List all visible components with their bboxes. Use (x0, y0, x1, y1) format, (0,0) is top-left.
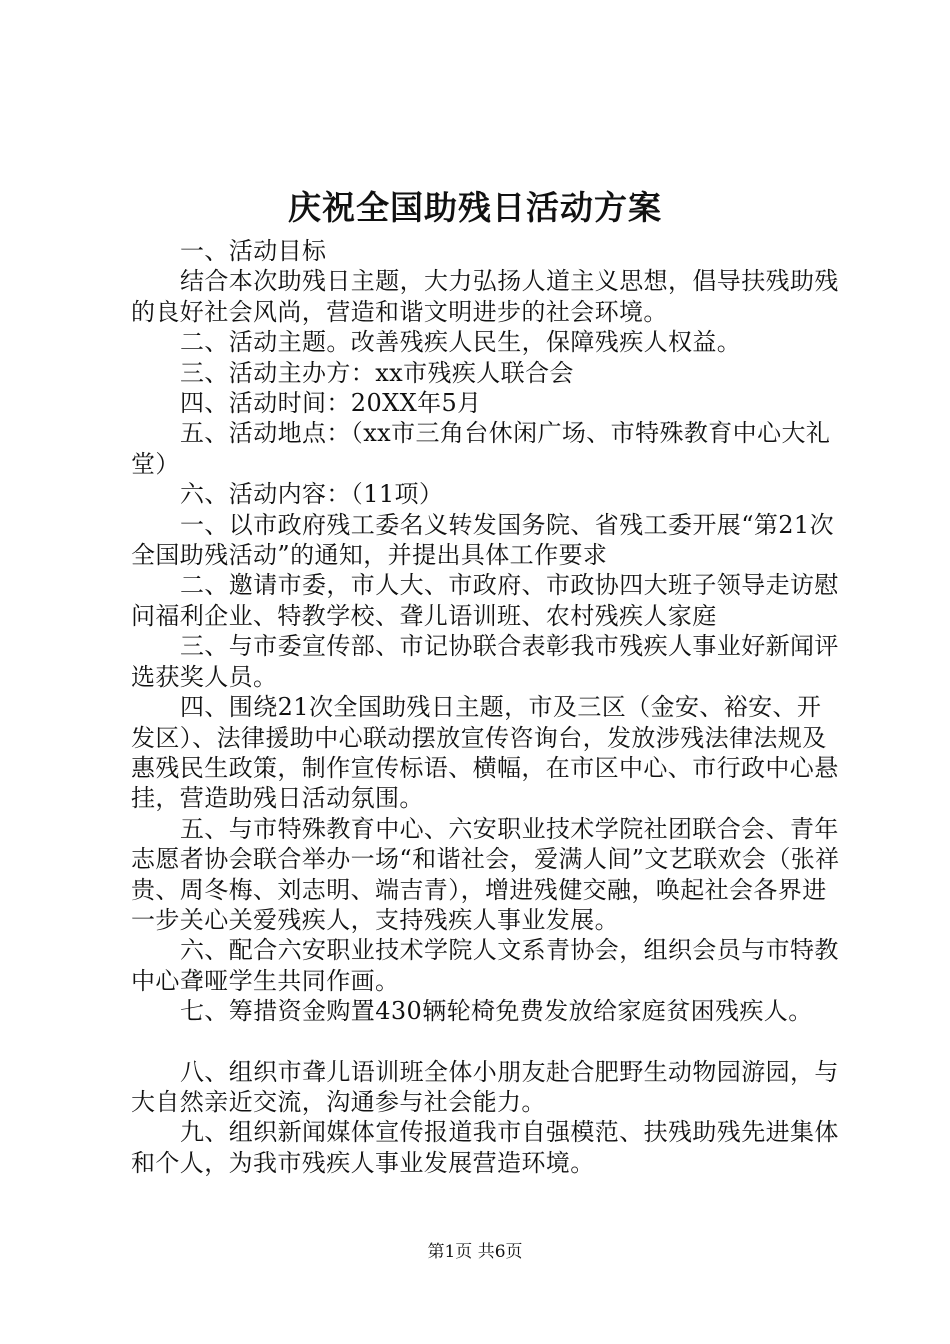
paragraph: 六、活动内容：（11项） (180, 480, 444, 509)
page-number-footer: 第1页 共6页 (427, 1242, 523, 1262)
paragraph: 一、活动目标 (180, 237, 327, 265)
paragraph: 五、活动地点：（xx市三角台休闲广场、市特殊教育中心大礼堂） (131, 419, 831, 478)
paragraph: 六、配合六安职业技术学院人文系青协会，组织会员与市特教中心聋哑学生共同作画。 (131, 936, 839, 995)
paragraph: 四、活动时间：20XX年5月 (180, 389, 482, 418)
paragraph: 三、活动主办方：xx市残疾人联合会 (180, 358, 574, 387)
document-body (131, 236, 843, 1178)
paragraph: 九、组织新闻媒体宣传报道我市自强模范、扶残助残先进集体和个人，为我市残疾人事业发展营造环境。 (131, 1118, 839, 1177)
paragraph: 五、与市特殊教育中心、六安职业技术学院社团联合会、青年志愿者协会联合举办一场“和谐社会，爱满人间”文艺联欢会（张祥贵、周冬梅、刘志明、端吉青），增进残健交融，唤起社会各界进一步关心关爱残疾人，支持残疾人事业发展。 (131, 814, 840, 934)
paragraph: 四、围绕21次全国助残日主题，市及三区（金安、裕安、开发区）、法律援助中心联动摆放宣传咨询台，发放涉残法律法规及惠残民生政策，制作宣传标语、横幅，在市区中心、市行政中心悬挂，营造助残日活动氛围。 (131, 693, 839, 813)
paragraph: 三、与市委宣传部、市记协联合表彰我市残疾人事业好新闻评选获奖人员。 (131, 632, 839, 691)
paragraph-spacer (131, 1027, 843, 1057)
paragraph: 七、筹措资金购置430辆轮椅免费发放给家庭贫困残疾人。 (180, 997, 813, 1026)
paragraph: 一、以市政府残工委名义转发国务院、省残工委开展“第21次全国助残活动”的通知，并提出具体工作要求 (131, 510, 835, 570)
paragraph: 八、组织市聋儿语训班全体小朋友赴合肥野生动物园游园，与大自然亲近交流，沟通参与社会能力。 (131, 1057, 839, 1116)
document-title: 庆祝全国助残日活动方案 (288, 188, 662, 227)
paragraph: 二、邀请市委，市人大、市政府、市政协四大班子领导走访慰问福利企业、特教学校、聋儿语训班、农村残疾人家庭 (131, 571, 839, 630)
paragraph: 结合本次助残日主题，大力弘扬人道主义思想，倡导扶残助残的良好社会风尚，营造和谐文明进步的社会环境。 (131, 267, 839, 326)
paragraph: 二、活动主题。改善残疾人民生，保障残疾人权益。 (180, 328, 742, 357)
